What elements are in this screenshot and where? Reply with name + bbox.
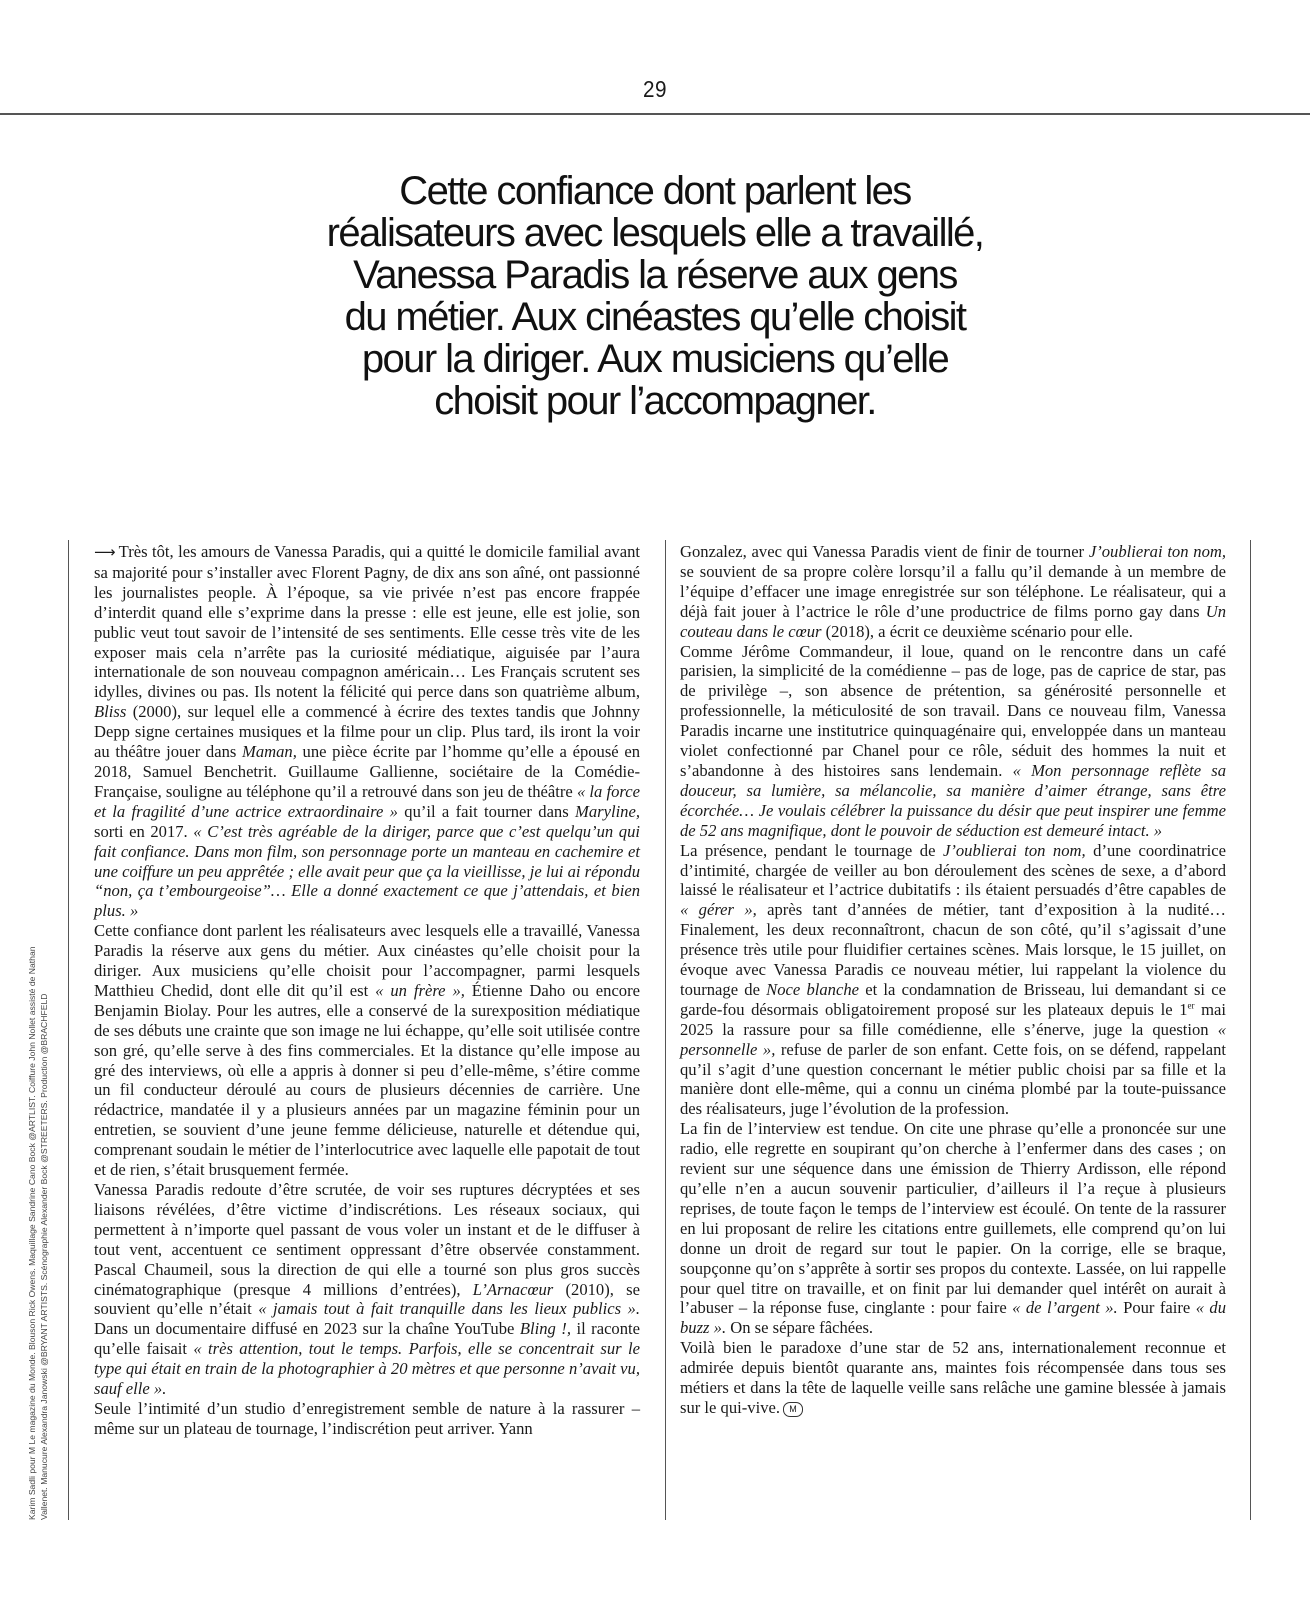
pull-quote-line: réalisateurs avec lesquels elle a travaillé, [326, 211, 984, 255]
paragraph: Voilà bien le paradoxe d’une star de 52 ans, internationalement reconnue et admirée depuis bientôt quarante ans, maintes fois récompensée dans tous ses métiers et dans la tête de laquelle veille sans relâche une gamine blessée à jamais sur le qui-vive. M [680, 1338, 1226, 1417]
pull-quote-line: Vanessa Paradis la réserve aux gens [353, 253, 957, 297]
column-divider [665, 540, 666, 1520]
paragraph: Vanessa Paradis redoute d’être scrutée, de voir ses ruptures décryptées et ses liaisons révélées, d’être victime d’indiscrétions. Les réseaux sociaux, qui permettent à n’importe quel passant de vous voler un instant et de le diffuser à tout vent, accentuent ce sentiment oppressant d’être observée constamment. Pascal Chaumeil, sous la direction de qui elle a tourné son plus gros succès cinématographique (presque 4 millions d’entrées), L’Arnacœur (2010), se souvient qu’elle n’était « jamais tout à fait tranquille dans les lieux publics ». Dans un documentaire diffusé en 2023 sur la chaîne YouTube Bling !, il raconte qu’elle faisait « très attention, tout le temps. Parfois, elle se concentrait sur le type qui était en train de la photographier à 20 mètres et que personne n’avait vu, sauf elle ». [94, 1180, 641, 1399]
lead-arrow-icon: ⟶ [94, 543, 115, 561]
header-rule [0, 113, 1310, 115]
column-divider [1250, 540, 1251, 1520]
pull-quote-line: du métier. Aux cinéastes qu’elle choisit [344, 295, 966, 339]
photo-credit-line: Vallenet. Manucure Alexandra Janowski @BRYANT ARTISTS. Scénographie Alexander Bock @STREETERS. Production @BRACHFELD [39, 993, 49, 1520]
paragraph: Seule l’intimité d’un studio d’enregistrement semble de nature à la rassurer – même sur un plateau de tournage, l’indiscrétion peut arriver. Yann [94, 1398, 640, 1438]
pull-quote-line: Cette confiance dont parlent les [399, 169, 911, 213]
article-column-right [680, 542, 1226, 1418]
photo-credit [26, 820, 50, 1520]
paragraph: Comme Jérôme Commandeur, il loue, quand on le rencontre dans un café parisien, la simplicité de la comédienne – pas de loge, pas de caprice de star, pas de privilège –, son absence de prétention, sa générosité personnelle et professionnelle, la méticulosité de son travail. Dans ce nouveau film, Vanessa Paradis incarne une institutrice quinquagénaire qui, enveloppée dans un manteau violet confectionné par Chanel pour ce rôle, séduit des hommes la nuit et s’abandonne à des histoires sans lendemain. « Mon personnage reflète sa douceur, sa lumière, sa mélancolie, sa manière d’aimer étrange, sans être écorchée… Je voulais célébrer la puissance du désir que peut inspirer une femme de 52 ans magnifique, dont le pouvoir de séduction est demeuré intact. » [680, 641, 1226, 840]
paragraph: ⟶ Très tôt, les amours de Vanessa Paradis, qui a quitté le domicile familial avant sa majorité pour s’installer avec Florent Pagny, de dix ans son aîné, ont passionné les journalistes people. À l’époque, sa vie privée n’est pas encore frappée d’interdit quand elle s’exprime dans la presse : elle est jeune, elle est jolie, son public veut tout savoir de l’intensité de ses sentiments. Elle cesse très vite de les exposer mais cela n’arrête pas la curiosité médiatique, aiguisée par l’aura internationale de son nouveau compagnon américain… Les Français scrutent ses idylles, divines ou pas. Ils notent la félicité qui perce dans son quatrième album, Bliss (2000), sur lequel elle a commencé à écrire des textes tandis que Johnny Depp signe certaines musiques et la filme pour un clip. Plus tard, ils iront la voir au théâtre jouer dans Maman, une pièce écrite par l’homme qu’elle a épousé en 2018, Samuel Benchetrit. Guillaume Gallienne, sociétaire de la Comédie-Française, souligne au téléphone qu’il a retrouvé dans son jeu de théâtre « la force et la fragilité d’une actrice extraordinaire » qu’il a fait tourner dans Maryline, sorti en 2017. « C’est très agréable de la diriger, parce que c’est quelqu’un qui fait confiance. Dans mon film, son personnage porte un manteau en cachemire et une coiffure un peu apprêtée ; elle avait peur que ça la vieillisse, je lui ai répondu “non, ça t’embourgeoise”… Elle a donné exactement ce que j’attendais, et bien plus. » [94, 542, 641, 921]
paragraph: Gonzalez, avec qui Vanessa Paradis vient de finir de tourner J’oublierai ton nom, se souvient de sa propre colère lorsqu’il a fallu qu’il demande à un membre de l’équipe d’effacer une image enregistrée sur son téléphone. Le réalisateur, qui a déjà fait jouer à l’actrice le rôle d’une productrice de films porno gay dans Un couteau dans le cœur (2018), a écrit ce deuxième scénario pour elle. [680, 542, 1226, 641]
paragraph: La fin de l’interview est tendue. On cite une phrase qu’elle a prononcée sur une radio, elle regrette en soupirant qu’on cherche à l’enfermer dans des cases ; on revient sur une séquence dans une émission de Thierry Ardisson, elle répond qu’elle n’en a aucun souvenir particulier, d’ailleurs il l’a reçue à plusieurs reprises, de toute façon le temps de l’interview est écoulé. On tente de la rassurer en lui proposant de relire les citations entre guillemets, elle comprend qu’on lui donne un droit de regard sur tout le papier. On la corrige, elle se braque, soupçonne qu’on s’apprête à sortir ses propos du contexte. Lassée, on lui rappelle pour quel titre on travaille, et on finit par lui demander quel intérêt on aurait à l’abuser – la réponse fuse, cinglante : pour faire « de l’argent ». Pour faire « du buzz ». On se sépare fâchées. [680, 1119, 1226, 1338]
photo-credit-line: Karim Sadli pour M Le magazine du Monde. Blouson Rick Owens. Maquillage Sandrine Cano Bock @ARTLIST. Coiffure John Nollet assisté de Nathan [27, 946, 37, 1520]
end-of-article-icon: M [783, 1402, 803, 1417]
paragraph: Cette confiance dont parlent les réalisateurs avec lesquels elle a travaillé, Vanessa Paradis la réserve aux gens du métier. Aux cinéastes qu’elle choisit pour la diriger. Aux musiciens qu’elle choisit pour l’accompagner, parmi lesquels Matthieu Chedid, dont elle dit qu’il est « un frère », Étienne Daho ou encore Benjamin Biolay. Pour les autres, elle a conservé de la surexposition médiatique de ses débuts une crainte que son image ne lui échappe, qu’elle soit utilisée contre son gré, qu’elle serve à des fins commerciales. Et la distance qu’elle impose au gré des interviews, où elle a appris à donner si peu d’elle-même, s’étire comme un fil conducteur déroulé au cours de plusieurs décennies de carrière. Une rédactrice, mandatée il y a plusieurs années par un magazine féminin pour un entretien, se souvient d’une jeune femme délicieuse, naturelle et détendue qui, comprenant soudain le métier de l’interlocutrice avec laquelle elle papotait de tout et de rien, s’était brusquement fermée. [94, 921, 640, 1180]
article-column-left [94, 542, 640, 1439]
credit-divider [68, 540, 69, 1520]
pull-quote-line: choisit pour l’accompagner. [434, 379, 876, 423]
pull-quote [290, 170, 1020, 422]
pull-quote-line: pour la diriger. Aux musiciens qu’elle [361, 337, 949, 381]
page-number: 29 [643, 76, 667, 102]
paragraph: La présence, pendant le tournage de J’oublierai ton nom, d’une coordinatrice d’intimité, chargée de veiller au bon déroulement des scènes de sexe, a d’abord laissé le réalisateur et l’actrice dubitatifs : ils étaient persuadés d’être capables de « gérer », après tant d’années de métier, tant d’exposition à la nudité… Finalement, les deux reconnaîtront, chacun de son côté, qu’il s’agissait d’une présence très utile pour fluidifier certaines scènes. Mais lorsque, le 15 juillet, on évoque avec Vanessa Paradis ce nouveau métier, lui rappelant la violence du tournage de Noce blanche et la condamnation de Brisseau, lui demandant si ce garde-fou désormais obligatoirement proposé sur les plateaux depuis le 1er mai 2025 la rassure pour sa fille comédienne, elle s’énerve, juge la question « personnelle », refuse de parler de son enfant. Cette fois, on se défend, rappelant qu’il s’agit d’une question concernant le métier public choisi par sa fille et la manière dont elle-même, qui a connu un cinéma plombé par la toute-puissance des réalisateurs, juge l’évolution de la profession. [680, 840, 1227, 1119]
